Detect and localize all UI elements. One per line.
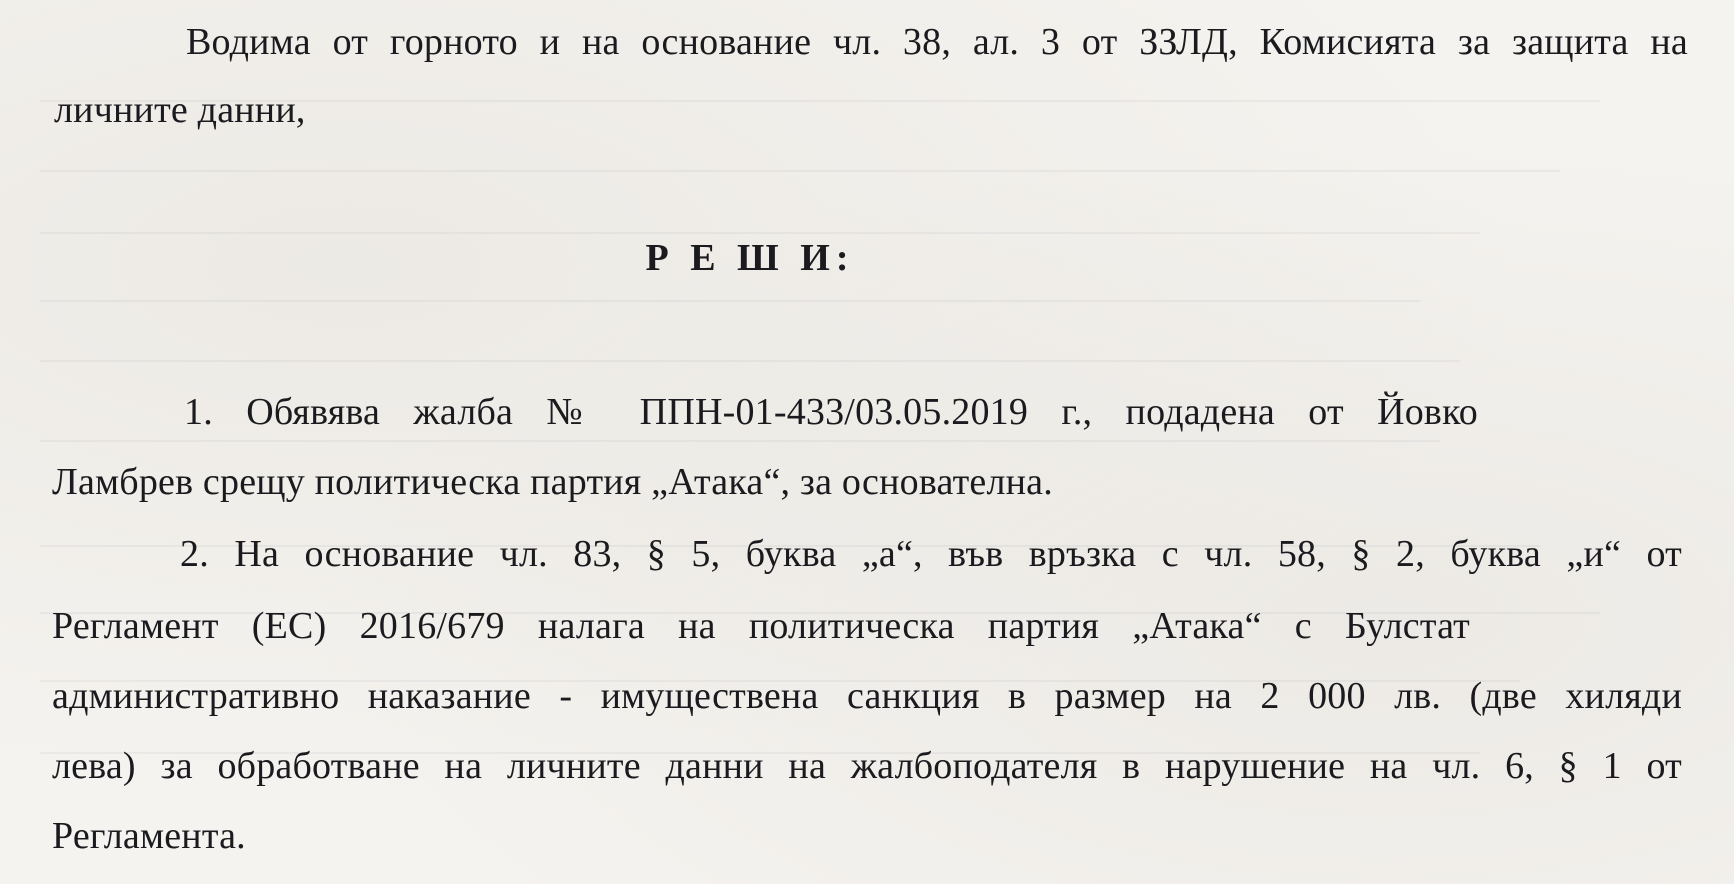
item-1-line-1 [184, 376, 1478, 448]
bleed-through-line [40, 300, 1420, 302]
item-2-line-4 [52, 730, 1682, 802]
item-2-line-3 [52, 660, 1682, 732]
intro-line-2 [54, 74, 306, 146]
item-1-line-1-text: 1. Обявява жалба № ППН-01-433/03.05.2019 г., подадена от Йовко [184, 391, 1478, 433]
item-2-line-4-text: лева) за обработване на личните данни на жалбоподателя в нарушение на чл. 6, § 1 от [52, 745, 1682, 787]
bleed-through-line [40, 170, 1560, 172]
intro-line-1-text: Водима от горното и на основание чл. 38, ал. 3 от ЗЗЛД, Комисията за защита на [186, 21, 1688, 63]
item-2-line-5 [52, 800, 246, 872]
item-2-line-5-text: Регламента. [52, 815, 246, 857]
bleed-through-line [40, 360, 1460, 362]
item-2-line-1 [180, 518, 1682, 590]
intro-line-2-text: личните данни, [54, 89, 306, 131]
item-1-line-2-text: Ламбрев срещу политическа партия „Атака“, за основателна. [52, 461, 1053, 503]
item-2-line-2 [52, 590, 1470, 662]
decision-heading: Р Е Ш И: [645, 237, 855, 279]
item-2-line-2-text: Регламент (ЕС) 2016/679 налага на политическа партия „Атака“ с Булстат [52, 605, 1470, 647]
bleed-through-line [40, 232, 1480, 234]
intro-line-1 [186, 6, 1688, 78]
item-1-line-2 [52, 446, 1053, 518]
item-2-line-3-text: административно наказание - имуществена санкция в размер на 2 000 лв. (две хиляди [52, 675, 1682, 717]
item-2-line-1-text: 2. На основание чл. 83, § 5, буква „а“, във връзка с чл. 58, § 2, буква „и“ от [180, 533, 1682, 575]
